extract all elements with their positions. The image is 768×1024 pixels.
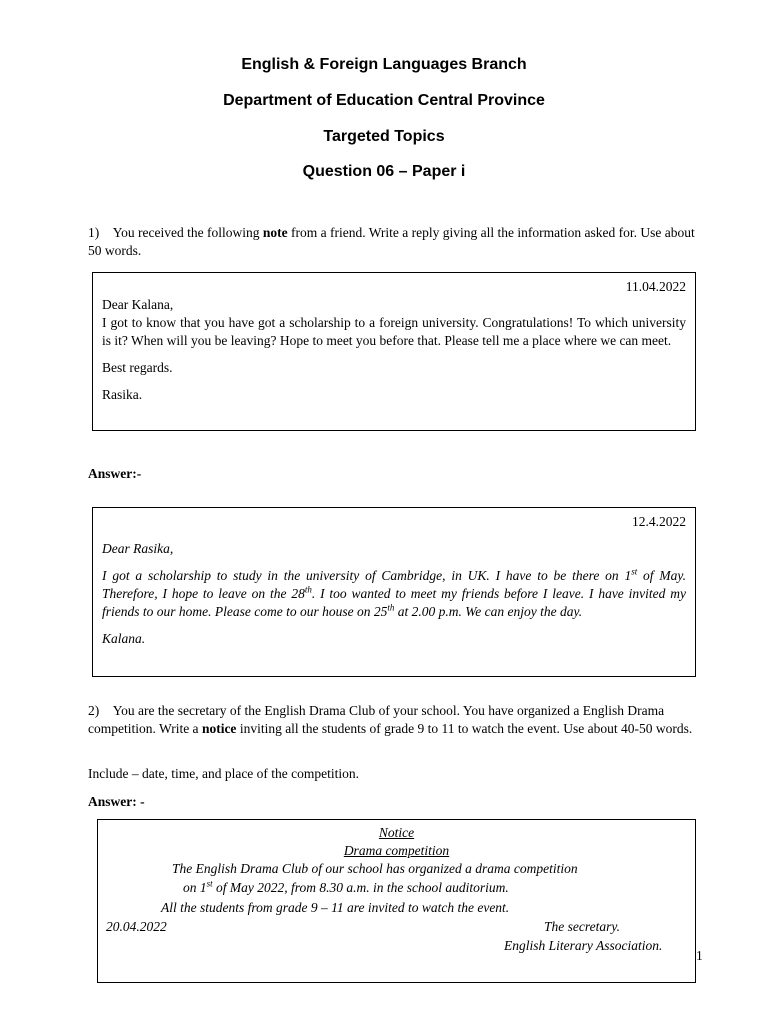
- notice-line-1: The English Drama Club of our school has organized a drama competition: [172, 861, 578, 876]
- notice-line-3: All the students from grade 9 – 11 are invited to watch the event.: [161, 900, 510, 915]
- note-closing: Best regards.: [102, 360, 173, 375]
- reply-signature: Kalana.: [102, 631, 146, 646]
- answer-label-1: Answer:-: [88, 466, 142, 481]
- note-date: 11.04.2022: [625, 279, 686, 294]
- notice-title: Notice: [378, 825, 415, 840]
- note-body: I got to know that you have got a scholarship to a foreign university. Congratulations! To which university is it? When will you be leaving? Hope to meet you before that. Please tell me a place where we can meet.: [102, 315, 686, 348]
- notice-date: 20.04.2022: [106, 919, 167, 934]
- header-line-2: Department of Education Central Province: [223, 92, 545, 109]
- notice-line-2: on 1st of May 2022, from 8.30 a.m. in the school auditorium.: [183, 878, 509, 895]
- header-line-4: Question 06 – Paper i: [302, 163, 466, 180]
- reply-box: [92, 507, 696, 677]
- question-1-text-before: You received the following: [112, 225, 263, 240]
- reply-salutation: Dear Rasika,: [102, 541, 174, 556]
- reply-date: 12.4.2022: [632, 514, 686, 529]
- question-2-include: Include – date, time, and place of the competition.: [88, 766, 360, 781]
- reply-body: I got a scholarship to study in the university of Cambridge, in UK. I have to be there on 1st of May. Therefore, I hope to leave on the 28th. I too wanted to meet my friends before I leave. I have invited my friends to our home. Please come to our house on 25th at 2.00 p.m. We can enjoy the day.: [102, 566, 686, 619]
- note-salutation: Dear Kalana,: [102, 297, 174, 312]
- page-number: 1: [696, 948, 703, 963]
- header-line-3: Targeted Topics: [323, 128, 445, 145]
- notice-sign-1: The secretary.: [544, 919, 620, 934]
- question-2-number: 2): [88, 703, 100, 718]
- note-signature: Rasika.: [102, 387, 143, 402]
- question-2-text-after: inviting all the students of grade 9 to 11 to watch the event. Use about 40-50 words.: [236, 721, 693, 736]
- header-line-1: English & Foreign Languages Branch: [241, 56, 527, 73]
- question-2-bold-word: notice: [201, 721, 237, 736]
- question-1-text-after: from a friend. Write a reply giving all the information asked for. Use about 50 words.: [88, 225, 695, 258]
- question-1-bold-word: note: [262, 225, 288, 240]
- note-box: [92, 272, 696, 431]
- answer-label-2: Answer: -: [88, 794, 145, 809]
- notice-box: [97, 819, 696, 983]
- notice-subtitle: Drama competition: [343, 843, 450, 858]
- question-1-number: 1): [88, 225, 100, 240]
- question-2: [88, 702, 696, 738]
- question-2-text-before: You are the secretary of the English Drama Club of your school. You have organized a English Drama competition. Write a: [88, 703, 665, 736]
- notice-sign-2: English Literary Association.: [504, 938, 663, 953]
- question-1: [88, 224, 696, 260]
